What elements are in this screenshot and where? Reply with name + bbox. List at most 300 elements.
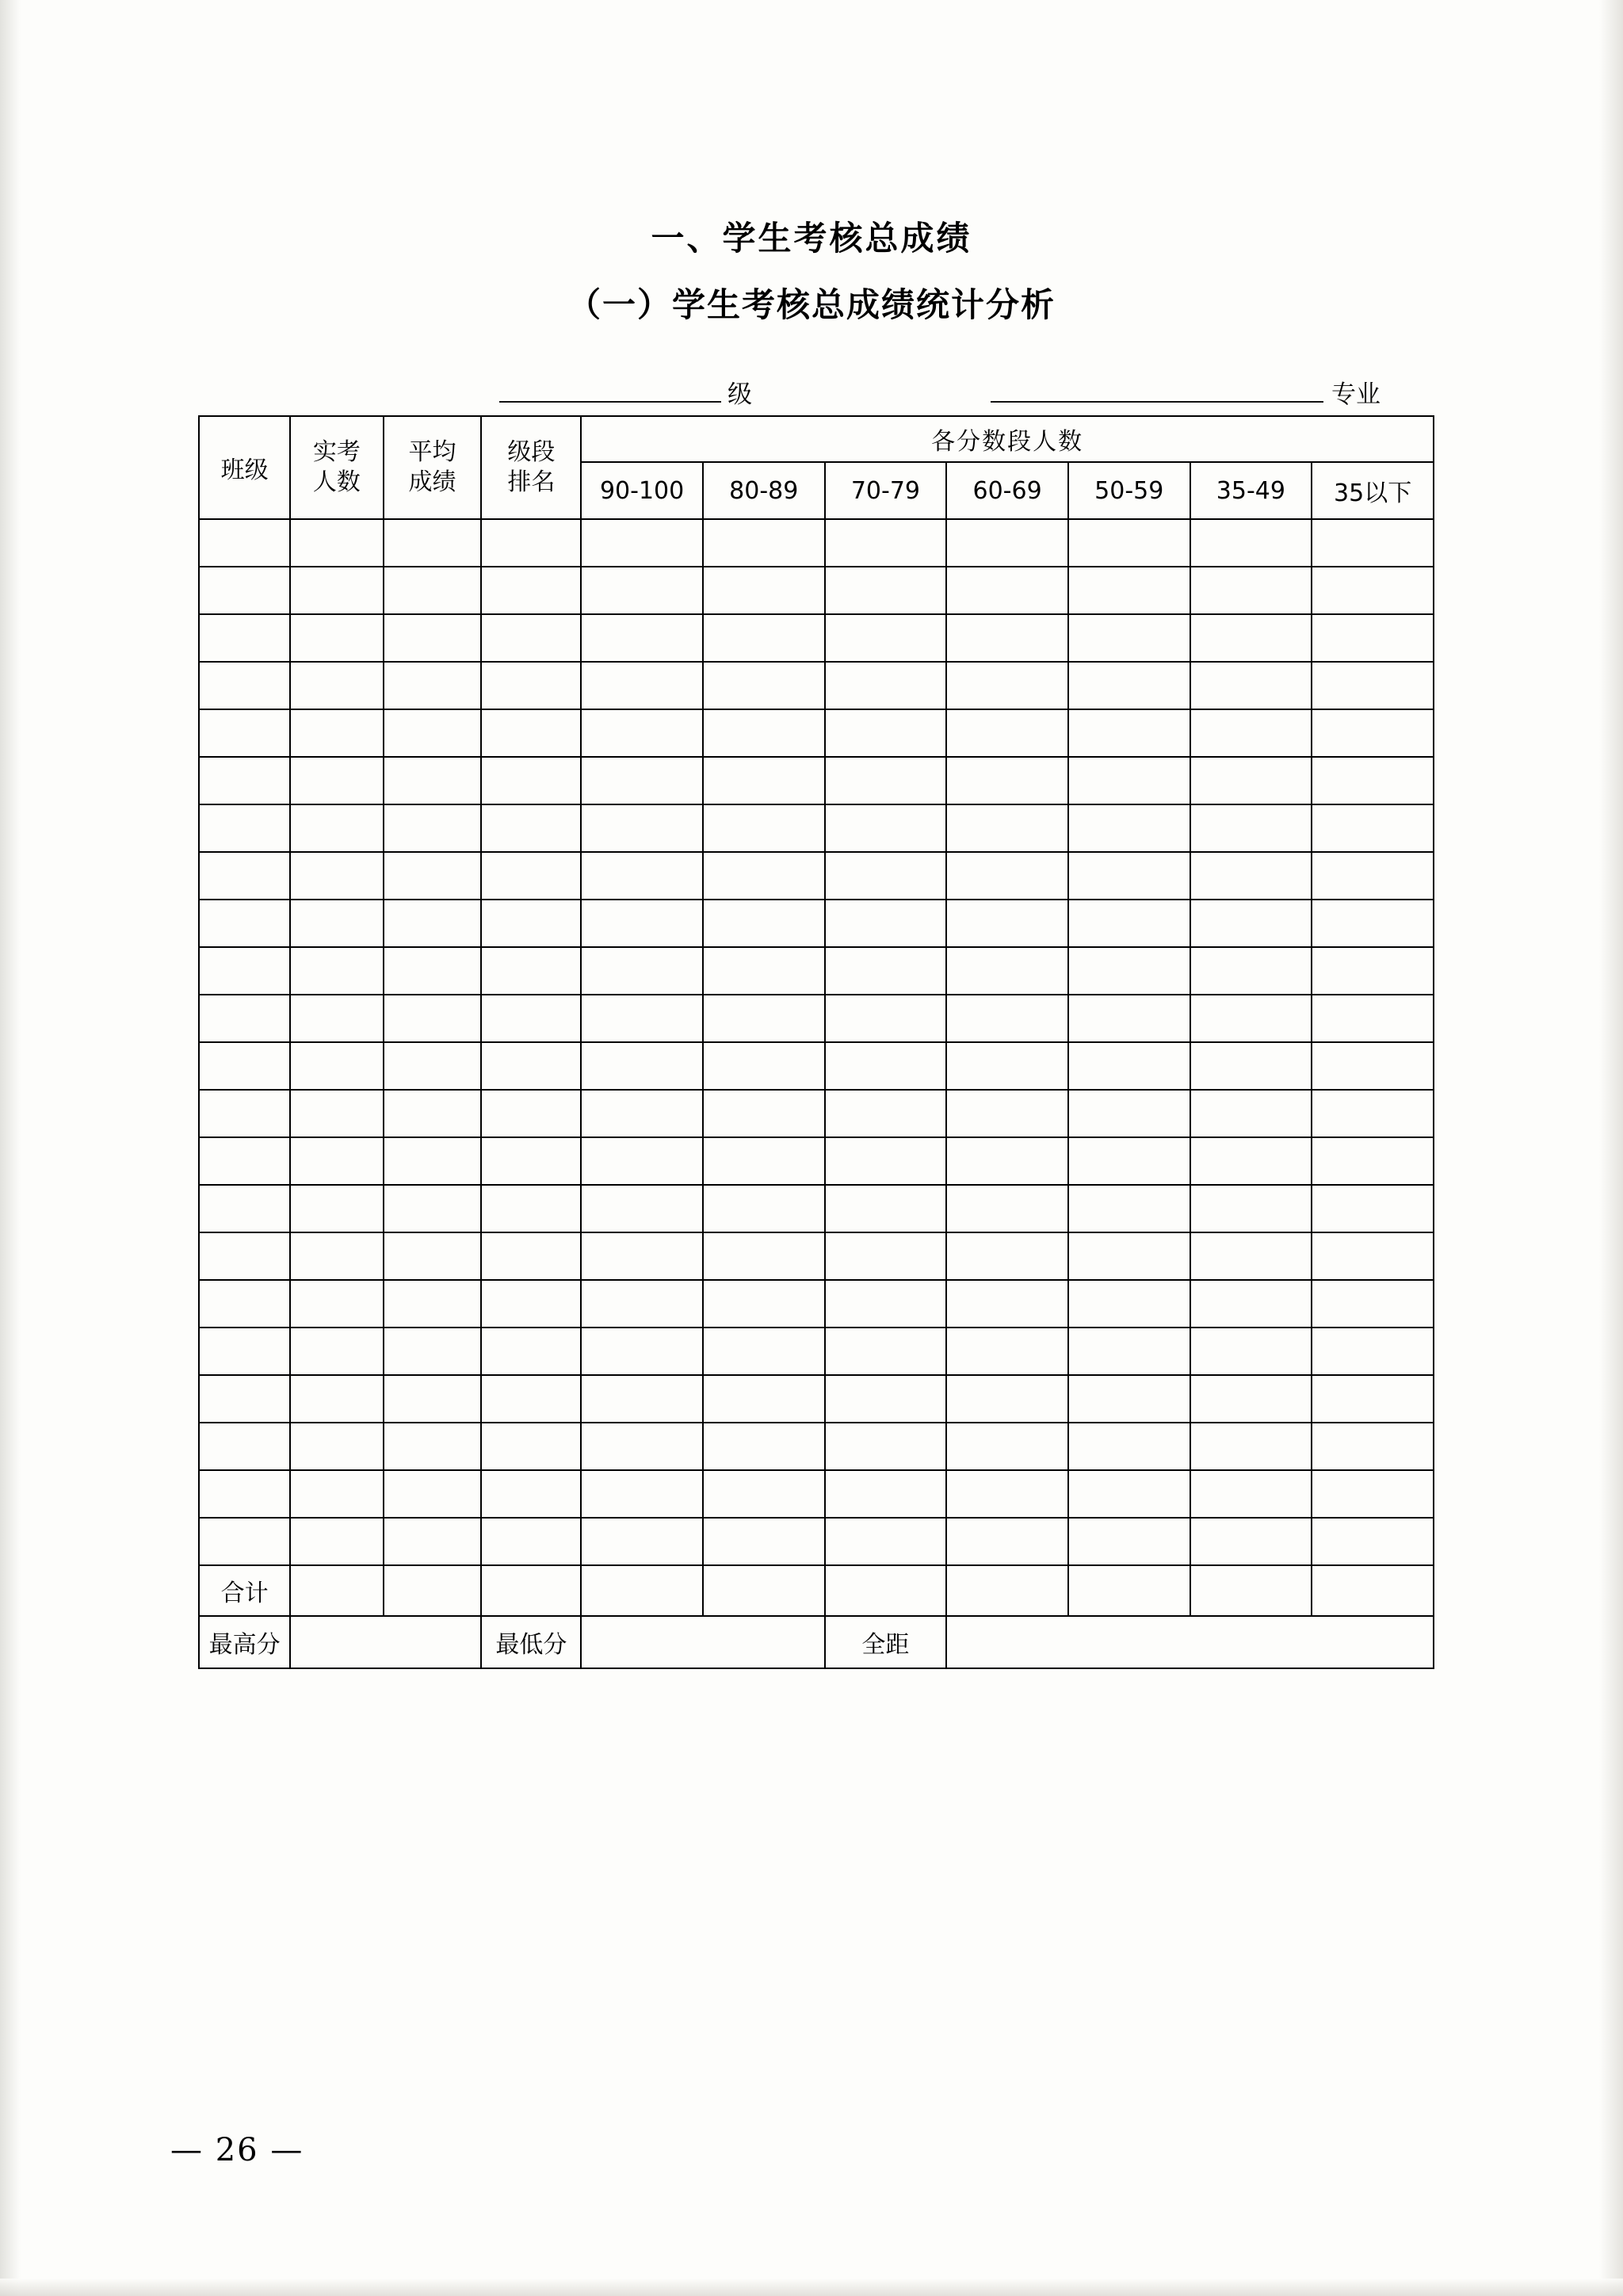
table-cell[interactable]	[199, 614, 290, 662]
table-cell[interactable]	[581, 662, 703, 709]
table-cell[interactable]	[1190, 1375, 1312, 1423]
table-cell[interactable]	[384, 567, 482, 614]
table-cell[interactable]	[1190, 804, 1312, 852]
table-row	[199, 852, 1434, 900]
table-cell[interactable]	[290, 852, 383, 900]
table-cell[interactable]	[290, 804, 383, 852]
table-cell[interactable]	[199, 1090, 290, 1137]
table-cell[interactable]	[384, 804, 482, 852]
table-cell[interactable]	[384, 1185, 482, 1232]
table-cell[interactable]	[703, 1185, 825, 1232]
table-cell[interactable]	[1190, 1518, 1312, 1565]
table-cell[interactable]	[290, 995, 383, 1042]
table-cell[interactable]	[481, 614, 581, 662]
min-score-value[interactable]	[581, 1616, 824, 1668]
header-band-50-59: 50-59	[1068, 462, 1190, 519]
table-cell[interactable]	[199, 1280, 290, 1328]
page-number: — 26 —	[170, 2132, 304, 2168]
table-cell[interactable]	[581, 1137, 703, 1185]
table-cell[interactable]	[946, 662, 1068, 709]
table-cell[interactable]	[199, 1470, 290, 1518]
table-cell[interactable]	[290, 662, 383, 709]
page-title: 一、学生考核总成绩	[651, 219, 972, 258]
table-cell[interactable]	[1068, 1375, 1190, 1423]
table-cell[interactable]	[199, 1185, 290, 1232]
table-cell[interactable]	[384, 519, 482, 567]
table-row	[199, 804, 1434, 852]
table-cell[interactable]	[481, 662, 581, 709]
table-cell[interactable]	[1068, 709, 1190, 757]
table-cell[interactable]	[581, 1423, 703, 1470]
grade-field-label: 级	[727, 380, 752, 409]
table-cell[interactable]	[1312, 519, 1434, 567]
table-cell[interactable]	[1312, 1518, 1434, 1565]
table-cell[interactable]	[481, 709, 581, 757]
total-cell[interactable]	[384, 1565, 482, 1616]
table-cell[interactable]	[199, 1328, 290, 1375]
table-cell[interactable]	[290, 1232, 383, 1280]
table-cell[interactable]	[1068, 567, 1190, 614]
table-cell[interactable]	[384, 757, 482, 804]
table-cell[interactable]	[1190, 519, 1312, 567]
table-cell[interactable]	[1312, 662, 1434, 709]
table-cell[interactable]	[825, 1280, 947, 1328]
table-cell[interactable]	[384, 1375, 482, 1423]
table-cell[interactable]	[290, 1137, 383, 1185]
table-cell[interactable]	[1068, 947, 1190, 995]
form-field-row	[198, 372, 1434, 414]
table-cell[interactable]	[946, 1518, 1068, 1565]
table-cell[interactable]	[703, 614, 825, 662]
total-cell[interactable]	[290, 1565, 383, 1616]
table-cell[interactable]	[481, 900, 581, 947]
table-cell[interactable]	[384, 900, 482, 947]
table-cell[interactable]	[946, 1090, 1068, 1137]
table-cell[interactable]	[1190, 757, 1312, 804]
table-cell[interactable]	[1068, 900, 1190, 947]
table-cell[interactable]	[1312, 947, 1434, 995]
max-score-value[interactable]	[290, 1616, 481, 1668]
table-cell[interactable]	[703, 900, 825, 947]
total-cell[interactable]	[1068, 1565, 1190, 1616]
table-row	[199, 614, 1434, 662]
table-cell[interactable]	[703, 1518, 825, 1565]
table-cell[interactable]	[1068, 1042, 1190, 1090]
table-row	[199, 1518, 1434, 1565]
table-cell[interactable]	[703, 1232, 825, 1280]
table-cell[interactable]	[199, 662, 290, 709]
table-cell[interactable]	[290, 1090, 383, 1137]
table-cell[interactable]	[1312, 1042, 1434, 1090]
table-cell[interactable]	[1068, 1090, 1190, 1137]
table-cell[interactable]	[199, 1375, 290, 1423]
table-cell[interactable]	[481, 804, 581, 852]
table-cell[interactable]	[1068, 1328, 1190, 1375]
table-cell[interactable]	[290, 1470, 383, 1518]
table-cell[interactable]	[290, 900, 383, 947]
table-cell[interactable]	[199, 519, 290, 567]
table-cell[interactable]	[199, 1137, 290, 1185]
table-cell[interactable]	[581, 1470, 703, 1518]
total-cell[interactable]	[703, 1565, 825, 1616]
table-cell[interactable]	[481, 1470, 581, 1518]
table-cell[interactable]	[1312, 757, 1434, 804]
table-cell[interactable]	[1312, 614, 1434, 662]
table-cell[interactable]	[481, 519, 581, 567]
table-row	[199, 1328, 1434, 1375]
table-cell[interactable]	[703, 1328, 825, 1375]
table-cell[interactable]	[703, 995, 825, 1042]
table-cell[interactable]	[825, 567, 947, 614]
table-cell[interactable]	[290, 757, 383, 804]
table-cell[interactable]	[384, 1470, 482, 1518]
table-cell[interactable]	[581, 1090, 703, 1137]
table-cell[interactable]	[946, 1185, 1068, 1232]
table-cell[interactable]	[290, 1328, 383, 1375]
total-cell[interactable]	[825, 1565, 947, 1616]
table-cell[interactable]	[825, 1518, 947, 1565]
table-cell[interactable]	[1312, 1375, 1434, 1423]
table-cell[interactable]	[1068, 614, 1190, 662]
table-cell[interactable]	[290, 1280, 383, 1328]
table-cell[interactable]	[1312, 1232, 1434, 1280]
table-cell[interactable]	[1190, 995, 1312, 1042]
table-cell[interactable]	[481, 1328, 581, 1375]
table-cell[interactable]	[384, 995, 482, 1042]
table-cell[interactable]	[481, 1042, 581, 1090]
table-cell[interactable]	[1190, 1232, 1312, 1280]
table-cell[interactable]	[1312, 804, 1434, 852]
table-cell[interactable]	[1068, 1185, 1190, 1232]
table-cell[interactable]	[1312, 995, 1434, 1042]
table-cell[interactable]	[946, 1232, 1068, 1280]
table-cell[interactable]	[825, 757, 947, 804]
table-cell[interactable]	[481, 757, 581, 804]
total-cell[interactable]	[481, 1565, 581, 1616]
table-cell[interactable]	[946, 1470, 1068, 1518]
table-cell[interactable]	[481, 1090, 581, 1137]
table-cell[interactable]	[1190, 1042, 1312, 1090]
table-cell[interactable]	[825, 614, 947, 662]
table-cell[interactable]	[581, 1042, 703, 1090]
table-cell[interactable]	[581, 947, 703, 995]
table-cell[interactable]	[703, 852, 825, 900]
table-cell[interactable]	[384, 614, 482, 662]
major-input-line[interactable]	[991, 372, 1323, 403]
header-actual-count-line1: 实考	[312, 437, 361, 466]
table-cell[interactable]	[1190, 614, 1312, 662]
header-actual-count-line2: 人数	[312, 468, 361, 496]
table-cell[interactable]	[946, 852, 1068, 900]
max-score-label: 最高分	[199, 1616, 290, 1668]
table-cell[interactable]	[290, 1042, 383, 1090]
table-cell[interactable]	[1312, 567, 1434, 614]
table-cell[interactable]	[946, 1375, 1068, 1423]
total-cell[interactable]	[946, 1565, 1068, 1616]
table-row	[199, 567, 1434, 614]
table-cell[interactable]	[384, 1423, 482, 1470]
header-grade-rank	[481, 416, 581, 519]
table-cell[interactable]	[290, 1185, 383, 1232]
table-cell[interactable]	[384, 1137, 482, 1185]
total-cell[interactable]	[1312, 1565, 1434, 1616]
table-cell[interactable]	[1068, 852, 1190, 900]
table-cell[interactable]	[481, 567, 581, 614]
table-cell[interactable]	[199, 1423, 290, 1470]
table-cell[interactable]	[581, 852, 703, 900]
table-cell[interactable]	[703, 757, 825, 804]
table-cell[interactable]	[384, 709, 482, 757]
table-cell[interactable]	[581, 1280, 703, 1328]
table-cell[interactable]	[1312, 900, 1434, 947]
table-cell[interactable]	[825, 1375, 947, 1423]
table-cell[interactable]	[481, 1137, 581, 1185]
table-cell[interactable]	[703, 1090, 825, 1137]
table-row	[199, 1375, 1434, 1423]
table-cell[interactable]	[384, 662, 482, 709]
table-cell[interactable]	[384, 947, 482, 995]
header-band-60-69: 60-69	[946, 462, 1068, 519]
table-cell[interactable]	[581, 709, 703, 757]
table-row	[199, 1185, 1434, 1232]
table-row	[199, 1042, 1434, 1090]
table-cell[interactable]	[481, 1518, 581, 1565]
total-cell[interactable]	[581, 1565, 703, 1616]
table-cell[interactable]	[481, 1232, 581, 1280]
table-cell[interactable]	[946, 1137, 1068, 1185]
table-cell[interactable]	[1068, 1137, 1190, 1185]
table-cell[interactable]	[581, 1375, 703, 1423]
table-row	[199, 519, 1434, 567]
table-cell[interactable]	[199, 757, 290, 804]
table-cell[interactable]	[290, 709, 383, 757]
table-cell[interactable]	[199, 804, 290, 852]
section-subtitle: （一）学生考核总成绩统计分析	[567, 285, 1056, 324]
table-cell[interactable]	[1190, 1423, 1312, 1470]
table-cell[interactable]	[581, 1232, 703, 1280]
table-cell[interactable]	[581, 900, 703, 947]
table-cell[interactable]	[946, 900, 1068, 947]
table-cell[interactable]	[199, 709, 290, 757]
table-cell[interactable]	[1190, 947, 1312, 995]
table-cell[interactable]	[481, 1280, 581, 1328]
table-cell[interactable]	[825, 900, 947, 947]
table-cell[interactable]	[825, 1042, 947, 1090]
table-cell[interactable]	[581, 1328, 703, 1375]
table-cell[interactable]	[581, 519, 703, 567]
table-cell[interactable]	[946, 519, 1068, 567]
table-row	[199, 1090, 1434, 1137]
table-cell[interactable]	[703, 567, 825, 614]
table-cell[interactable]	[703, 1137, 825, 1185]
header-rank-line1: 级段	[507, 437, 556, 466]
table-cell[interactable]	[1068, 519, 1190, 567]
table-cell[interactable]	[1190, 1470, 1312, 1518]
table-cell[interactable]	[290, 519, 383, 567]
table-cell[interactable]	[825, 995, 947, 1042]
table-cell[interactable]	[1190, 709, 1312, 757]
header-band-70-79: 70-79	[825, 462, 947, 519]
range-value[interactable]	[946, 1616, 1434, 1668]
table-cell[interactable]	[703, 519, 825, 567]
table-cell[interactable]	[825, 947, 947, 995]
table-cell[interactable]	[1068, 757, 1190, 804]
table-cell[interactable]	[825, 852, 947, 900]
header-actual-count	[290, 416, 383, 519]
table-cell[interactable]	[581, 757, 703, 804]
table-cell[interactable]	[581, 995, 703, 1042]
table-cell[interactable]	[1312, 1185, 1434, 1232]
table-cell[interactable]	[1190, 662, 1312, 709]
major-field-label: 专业	[1331, 380, 1381, 409]
table-cell[interactable]	[1312, 1280, 1434, 1328]
table-cell[interactable]	[703, 947, 825, 995]
table-cell[interactable]	[384, 1328, 482, 1375]
table-cell[interactable]	[581, 804, 703, 852]
table-cell[interactable]	[199, 900, 290, 947]
table-cell[interactable]	[703, 1042, 825, 1090]
table-cell[interactable]	[1068, 1518, 1190, 1565]
table-cell[interactable]	[1312, 1470, 1434, 1518]
table-cell[interactable]	[825, 1185, 947, 1232]
table-cell[interactable]	[1190, 900, 1312, 947]
table-cell[interactable]	[384, 1518, 482, 1565]
table-cell[interactable]	[581, 1518, 703, 1565]
table-cell[interactable]	[1190, 1090, 1312, 1137]
table-cell[interactable]	[1190, 1328, 1312, 1375]
table-cell[interactable]	[1312, 1090, 1434, 1137]
table-row	[199, 947, 1434, 995]
table-cell[interactable]	[1190, 1185, 1312, 1232]
table-cell[interactable]	[1312, 1328, 1434, 1375]
table-cell[interactable]	[825, 519, 947, 567]
table-cell[interactable]	[946, 614, 1068, 662]
table-cell[interactable]	[703, 1375, 825, 1423]
table-cell[interactable]	[703, 662, 825, 709]
table-row	[199, 1280, 1434, 1328]
table-cell[interactable]	[199, 567, 290, 614]
table-cell[interactable]	[703, 1470, 825, 1518]
table-row	[199, 1232, 1434, 1280]
table-cell[interactable]	[1312, 1137, 1434, 1185]
table-cell[interactable]	[290, 614, 383, 662]
table-cell[interactable]	[384, 852, 482, 900]
table-cell[interactable]	[946, 1280, 1068, 1328]
table-cell[interactable]	[946, 567, 1068, 614]
table-cell[interactable]	[1068, 1423, 1190, 1470]
table-cell[interactable]	[1312, 709, 1434, 757]
table-cell[interactable]	[703, 804, 825, 852]
table-cell[interactable]	[199, 1232, 290, 1280]
table-cell[interactable]	[825, 1090, 947, 1137]
table-cell[interactable]	[199, 1042, 290, 1090]
table-cell[interactable]	[1190, 1137, 1312, 1185]
table-cell[interactable]	[481, 1423, 581, 1470]
table-cell[interactable]	[1068, 995, 1190, 1042]
table-cell[interactable]	[384, 1280, 482, 1328]
table-cell[interactable]	[825, 709, 947, 757]
table-cell[interactable]	[946, 1423, 1068, 1470]
table-cell[interactable]	[1068, 804, 1190, 852]
table-cell[interactable]	[825, 1423, 947, 1470]
header-band-80-89: 80-89	[703, 462, 825, 519]
table-cell[interactable]	[825, 1470, 947, 1518]
table-cell[interactable]	[290, 1423, 383, 1470]
table-row	[199, 1423, 1434, 1470]
min-score-label: 最低分	[481, 1616, 581, 1668]
table-cell[interactable]	[581, 567, 703, 614]
table-cell[interactable]	[481, 947, 581, 995]
table-cell[interactable]	[1190, 852, 1312, 900]
total-row	[199, 1565, 1434, 1616]
table-cell[interactable]	[946, 947, 1068, 995]
table-row	[199, 662, 1434, 709]
table-cell[interactable]	[946, 757, 1068, 804]
table-cell[interactable]	[703, 709, 825, 757]
table-cell[interactable]	[1068, 1470, 1190, 1518]
table-cell[interactable]	[946, 804, 1068, 852]
table-cell[interactable]	[481, 1185, 581, 1232]
table-cell[interactable]	[946, 1328, 1068, 1375]
table-cell[interactable]	[481, 1375, 581, 1423]
table-cell[interactable]	[581, 1185, 703, 1232]
table-cell[interactable]	[825, 662, 947, 709]
table-cell[interactable]	[946, 1042, 1068, 1090]
grade-input-line[interactable]	[499, 372, 721, 403]
total-cell[interactable]	[1190, 1565, 1312, 1616]
table-cell[interactable]	[946, 709, 1068, 757]
table-cell[interactable]	[703, 1423, 825, 1470]
table-cell[interactable]	[199, 995, 290, 1042]
table-cell[interactable]	[290, 1518, 383, 1565]
table-cell[interactable]	[825, 1137, 947, 1185]
table-cell[interactable]	[1312, 1423, 1434, 1470]
table-cell[interactable]	[946, 995, 1068, 1042]
table-cell[interactable]	[384, 1232, 482, 1280]
table-body	[199, 519, 1434, 1565]
table-cell[interactable]	[199, 1518, 290, 1565]
table-cell[interactable]	[481, 995, 581, 1042]
table-cell[interactable]	[1068, 662, 1190, 709]
table-cell[interactable]	[199, 947, 290, 995]
header-average-score	[384, 416, 482, 519]
table-cell[interactable]	[384, 1090, 482, 1137]
score-statistics-table	[198, 415, 1434, 1669]
table-cell[interactable]	[290, 947, 383, 995]
table-cell[interactable]	[1068, 1232, 1190, 1280]
header-band-below-35: 35以下	[1312, 462, 1434, 519]
table-cell[interactable]	[290, 1375, 383, 1423]
table-cell[interactable]	[290, 567, 383, 614]
table-cell[interactable]	[1190, 1280, 1312, 1328]
table-cell[interactable]	[1312, 852, 1434, 900]
header-band-35-49: 35-49	[1190, 462, 1312, 519]
table-cell[interactable]	[1068, 1280, 1190, 1328]
table-cell[interactable]	[703, 1280, 825, 1328]
table-cell[interactable]	[825, 1328, 947, 1375]
table-cell[interactable]	[1190, 567, 1312, 614]
table-cell[interactable]	[481, 852, 581, 900]
table-cell[interactable]	[825, 804, 947, 852]
table-row	[199, 757, 1434, 804]
table-cell[interactable]	[825, 1232, 947, 1280]
table-row	[199, 1137, 1434, 1185]
table-cell[interactable]	[581, 614, 703, 662]
header-rank-line2: 排名	[507, 468, 556, 496]
header-band-90-100: 90-100	[581, 462, 703, 519]
table-cell[interactable]	[199, 852, 290, 900]
table-cell[interactable]	[384, 1042, 482, 1090]
